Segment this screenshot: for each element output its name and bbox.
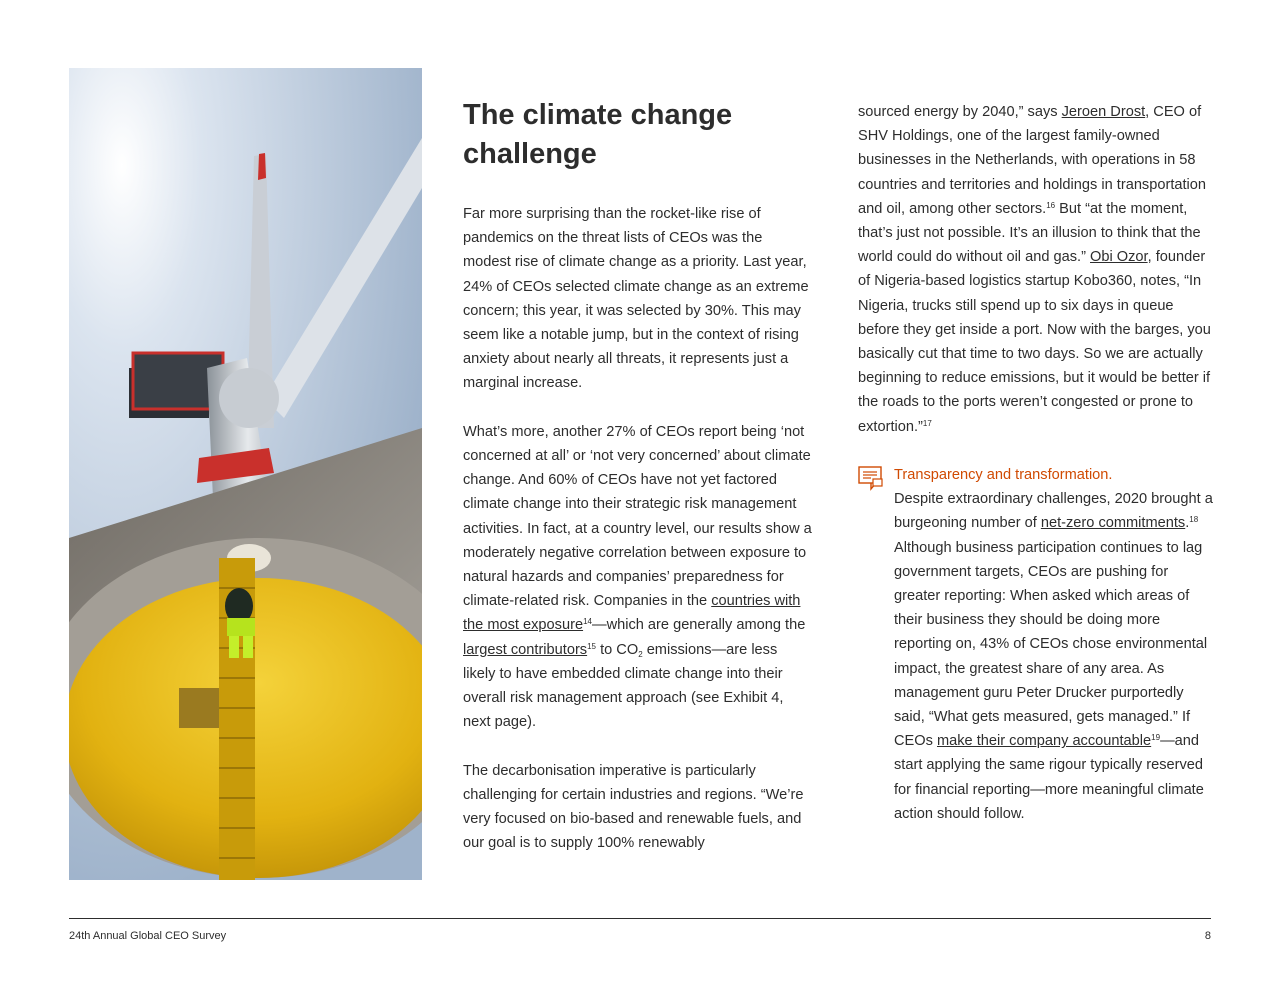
page-number: 8 [1204, 930, 1211, 942]
footnote-17: 17 [922, 418, 932, 428]
footnote-16: 16 [1046, 200, 1056, 210]
paragraph-2-text-c: to CO [596, 641, 639, 658]
link-largest-contributors[interactable]: largest contributors [463, 641, 588, 658]
footer-divider [69, 918, 1211, 919]
callout-text-c: Although business participation continues to lag government targets, CEOs are pushing for greater reporting: When asked which areas of their business they should be doing more reporting on, 43% of CEOs chose environmental impact, the greatest share of any area. As management guru Peter Drucker purportedly said, “What gets measured, gets managed.” If CEOs [894, 539, 1208, 750]
article-column-left [463, 96, 813, 880]
paragraph-2-text-b: —which are generally among the [591, 617, 806, 634]
co2-subscript: 2 [638, 649, 643, 659]
footnote-14: 14 [583, 617, 592, 627]
callout-heading: Transparency and transformation. [894, 467, 1113, 484]
link-countries-most-exposure[interactable]: countries with the most exposure [463, 593, 801, 634]
footnote-15: 15 [587, 641, 597, 651]
link-obi-ozor[interactable]: Obi Ozor [1090, 249, 1148, 266]
footer-publication-title: 24th Annual Global CEO Survey [69, 930, 227, 942]
paragraph-4-text-d: , founder of Nigeria-based logistics startup Kobo360, notes, “In Nigeria, trucks still spend up to six days in queue before they get inside a port. Now with the barges, you basically cut that time to two days. So we are actually beginning to reduce emissions, but it would be better if the roads to the ports weren’t congested or prone to extortion.” [858, 249, 1211, 435]
callout-box [858, 463, 1218, 826]
paragraph-2-text-a: What’s more, another 27% of CEOs report being ‘not concerned at all’ or ‘not very concerned’ about climate change. And 60% of CEOs have not yet factored climate change into their strategic risk management activities. In fact, at a country level, our results show a moderately negative correlation between exposure to natural hazards and companies’ preparedness for climate-related risk. Companies in the [463, 423, 812, 610]
callout-text-b: . [1185, 515, 1190, 532]
paragraph-4-text-a: sourced energy by 2040,” says [858, 104, 1062, 120]
paragraph-4-text-c: But “at the moment, that’s just not possible. It’s an illusion to think that the world could do without oil and gas.” [858, 200, 1201, 266]
paragraph-4 [858, 100, 1218, 439]
link-jeroen-drost[interactable]: Jeroen Drost [1061, 104, 1146, 120]
footnote-18: 18 [1189, 515, 1199, 525]
paragraph-1: Far more surprising than the rocket-like rise of pandemics on the threat lists of CEOs was the modest rise of climate change as a priority. Last year, 24% of CEOs selected climate change as an extreme concern; this year, it was selected by 30%. This may seem like a notable jump, but in the context of rising anxiety about nearly all threats, it represents just a marginal increase. [463, 206, 809, 392]
paragraph-2-text-d: emissions—are less likely to have embedded climate change into their overall risk management approach (see Exhibit 4, next page). [463, 641, 784, 731]
article-title: The climate change challenge [463, 99, 733, 170]
paragraph-3: The decarbonisation imperative is particularly challenging for certain industries and regions. “We’re very focused on bio-based and renewable fuels, and our goal is to supply 100% renewably [463, 762, 804, 852]
article-column-right [858, 100, 1218, 826]
wind-turbine-photo [69, 68, 422, 880]
wind-turbine-illustration [69, 68, 422, 880]
document-chat-icon [858, 465, 884, 491]
footnote-19: 19 [1151, 733, 1161, 743]
callout-text-a: Despite extraordinary challenges, 2020 brought a burgeoning number of [894, 491, 1213, 532]
link-make-company-accountable[interactable]: make their company accountable [936, 733, 1152, 750]
paragraph-4-text-b: , CEO of SHV Holdings, one of the largest family-owned businesses in the Netherlands, with operations in 58 countries and territories and holdings in transportation and oil, among other sectors. [858, 104, 1207, 217]
paragraph-2 [463, 420, 813, 735]
link-net-zero-commitments[interactable]: net-zero commitments [1040, 515, 1186, 532]
callout-text-d: —and start applying the same rigour typically reserved for financial reporting—more meaningful climate action should follow. [894, 733, 1204, 822]
